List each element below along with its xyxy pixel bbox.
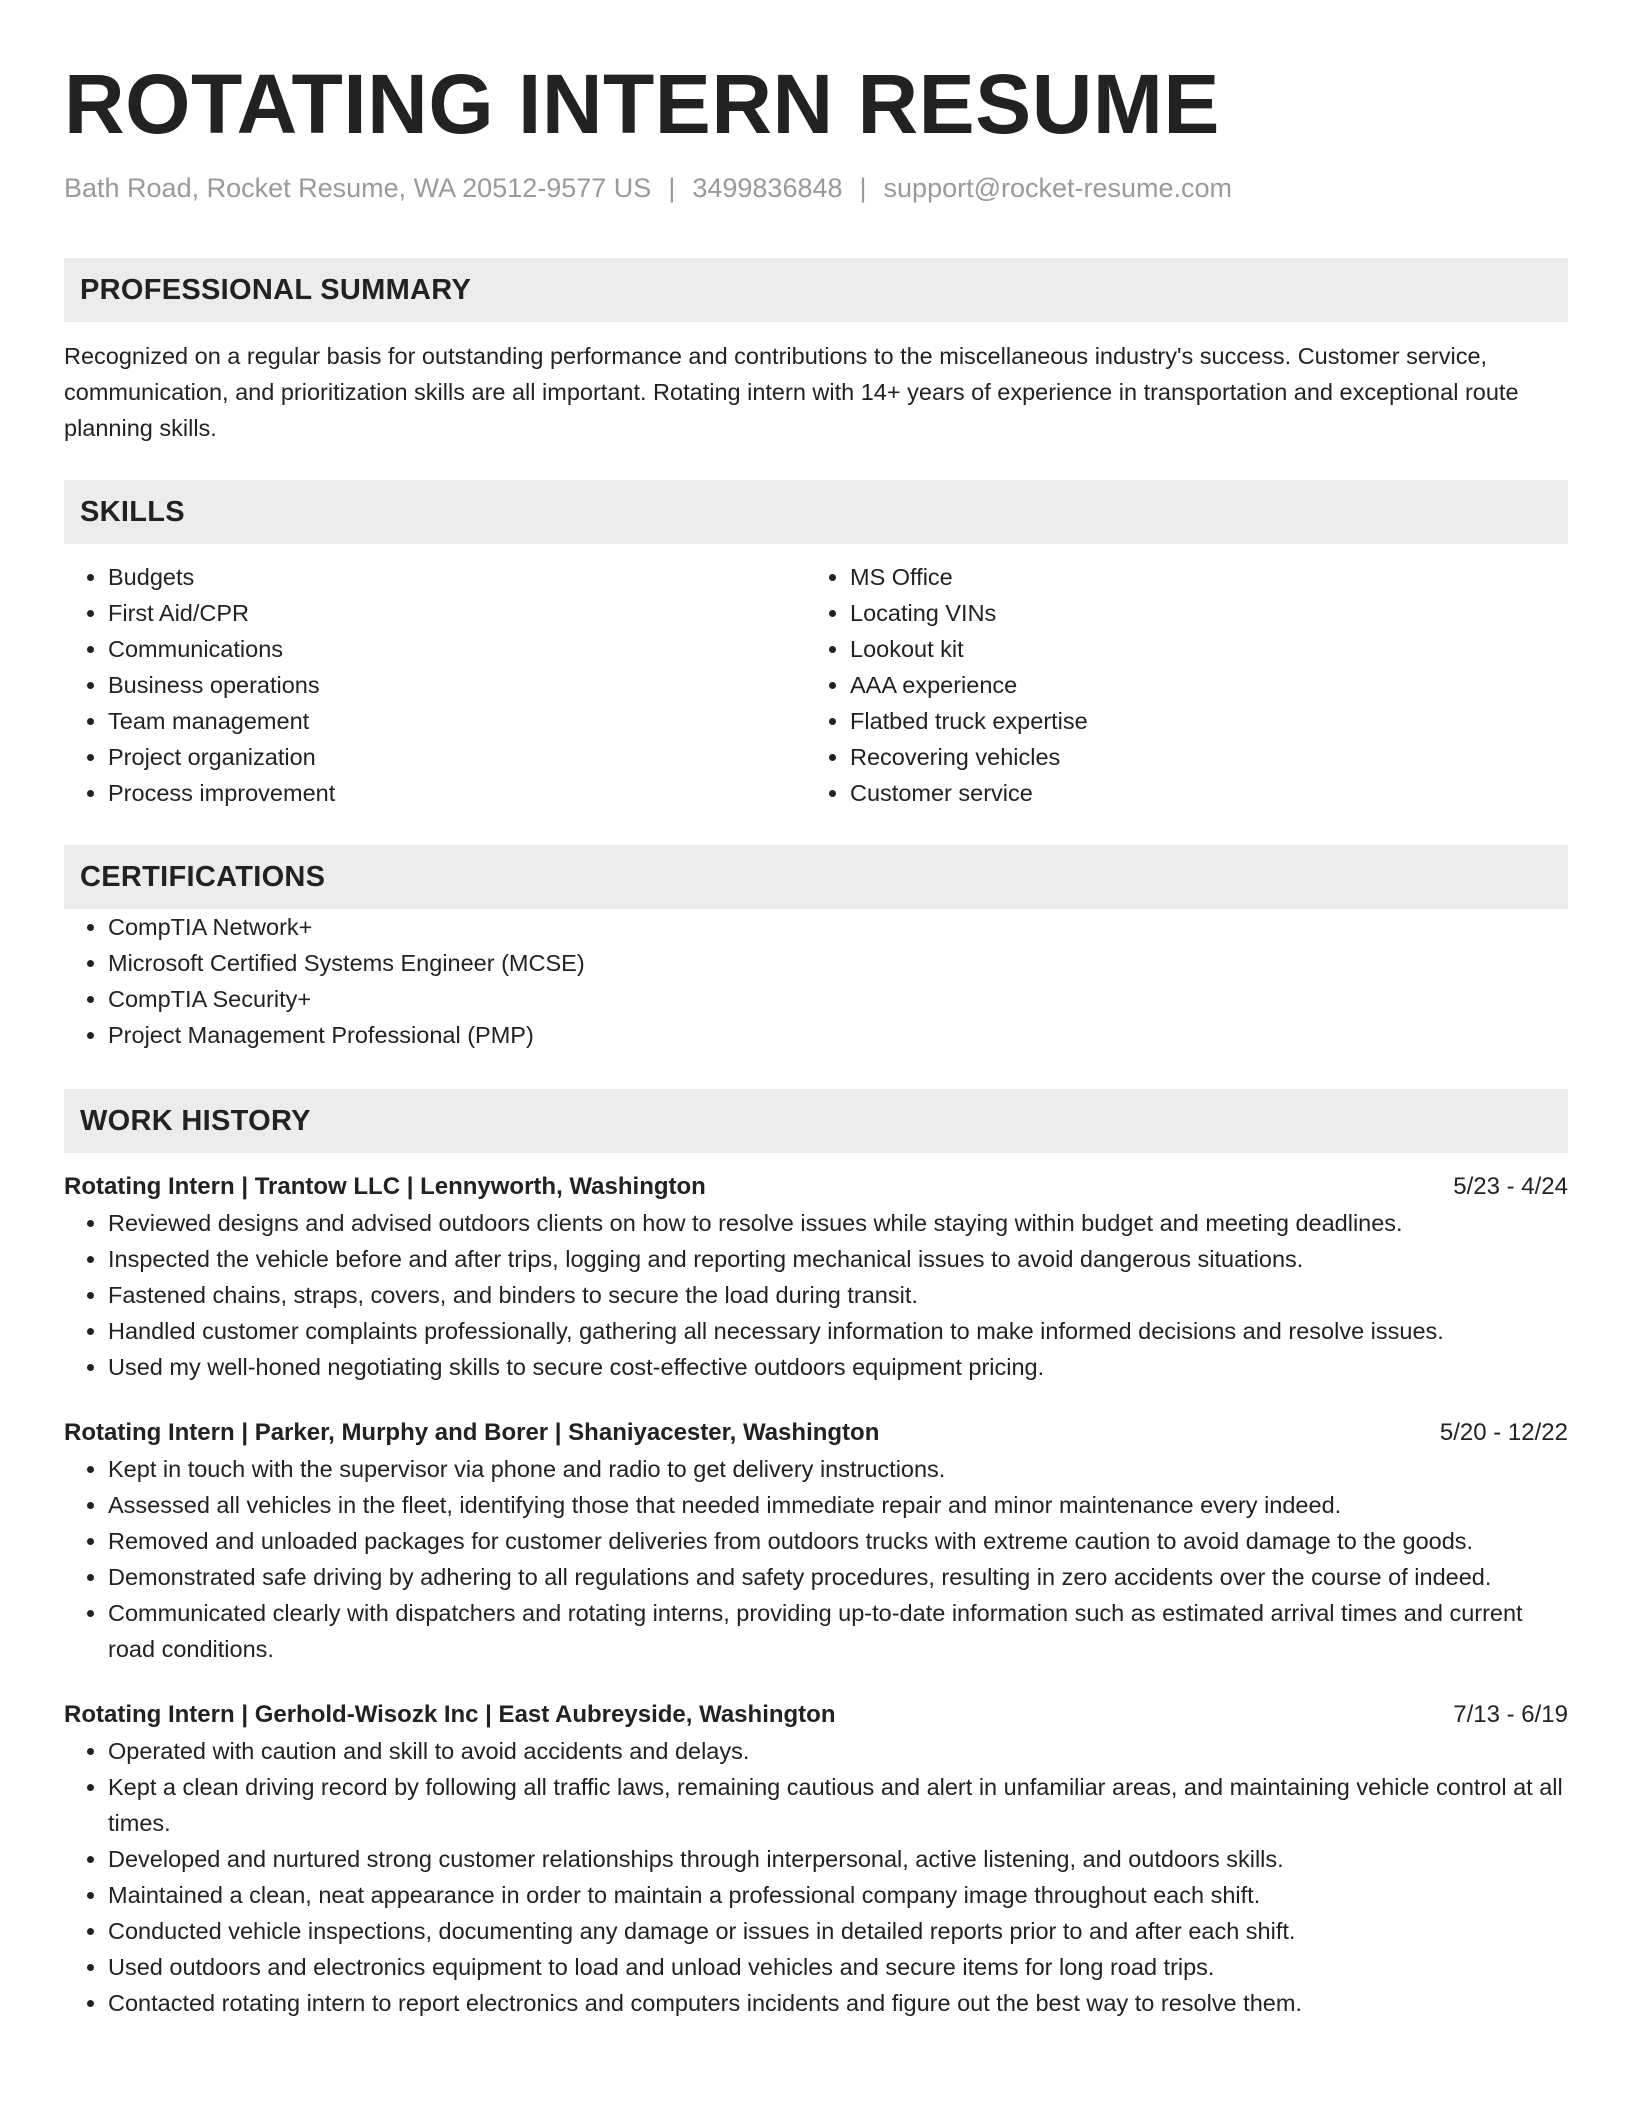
skill-item: • Lookout kit: [850, 631, 1548, 667]
skills-list-left: [64, 559, 806, 811]
job-dates: 7/13 - 6/19: [1453, 1701, 1568, 1728]
contact-separator: |: [859, 173, 867, 203]
job-bullet: • Kept in touch with the supervisor via phone and radio to get delivery instructions.: [108, 1451, 1568, 1487]
job-bullet: • Demonstrated safe driving by adhering to all regulations and safety procedures, resulting in zero accidents over the course of indeed.: [108, 1559, 1568, 1595]
skill-item: • Customer service: [850, 775, 1548, 811]
resume-page: [64, 54, 1568, 2021]
contact-email: support@rocket-resume.com: [883, 173, 1233, 203]
resume-title: ROTATING INTERN RESUME: [64, 57, 1220, 151]
certifications-list: [64, 909, 1568, 1053]
section-header-certifications: CERTIFICATIONS: [64, 845, 1568, 909]
job-heading: Rotating Intern | Gerhold-Wisozk Inc | East Aubreyside, Washington: [64, 1701, 836, 1728]
job-header: [64, 1697, 1568, 1733]
job-bullet: • Inspected the vehicle before and after trips, logging and reporting mechanical issues to avoid dangerous situations.: [108, 1241, 1568, 1277]
job-bullet: • Kept a clean driving record by following all traffic laws, remaining cautious and alert in unfamiliar areas, and maintaining vehicle control at all times.: [108, 1769, 1568, 1841]
job-bullet: • Maintained a clean, neat appearance in order to maintain a professional company image throughout each shift.: [108, 1877, 1568, 1913]
certification-item: • CompTIA Network+: [108, 909, 1568, 945]
job-bullet: • Used outdoors and electronics equipment to load and unload vehicles and secure items for long road trips.: [108, 1949, 1568, 1985]
job-bullets: [64, 1205, 1568, 1385]
summary-text: Recognized on a regular basis for outstanding performance and contributions to the miscellaneous industry's success. Customer service, communication, and prioritization skills are all important. Rotating intern with 14+ years of experience in transportation and exceptional route planning skills.: [64, 343, 1519, 441]
skills-column-left: [64, 559, 806, 811]
job-bullets: [64, 1733, 1568, 2021]
job-bullet: • Operated with caution and skill to avoid accidents and delays.: [108, 1733, 1568, 1769]
job-bullet: • Developed and nurtured strong customer relationships through interpersonal, active listening, and outdoors skills.: [108, 1841, 1568, 1877]
job-bullet: • Fastened chains, straps, covers, and binders to secure the load during transit.: [108, 1277, 1568, 1313]
job-entry: [64, 1169, 1568, 1385]
section-header-summary: PROFESSIONAL SUMMARY: [64, 258, 1568, 322]
skill-item: • First Aid/CPR: [108, 595, 806, 631]
section-header-skills: SKILLS: [64, 480, 1568, 544]
job-bullet: • Assessed all vehicles in the fleet, identifying those that needed immediate repair and minor maintenance every indeed.: [108, 1487, 1568, 1523]
job-header: [64, 1415, 1568, 1451]
job-bullet: • Handled customer complaints professionally, gathering all necessary information to make informed decisions and resolve issues.: [108, 1313, 1568, 1349]
skill-item: • Locating VINs: [850, 595, 1548, 631]
contact-phone: 3499836848: [692, 173, 843, 203]
skill-item: • Budgets: [108, 559, 806, 595]
contact-separator: |: [668, 173, 676, 203]
job-bullet: • Reviewed designs and advised outdoors clients on how to resolve issues while staying within budget and meeting deadlines.: [108, 1205, 1568, 1241]
skill-item: • Communications: [108, 631, 806, 667]
skill-item: • Business operations: [108, 667, 806, 703]
job-bullet: • Contacted rotating intern to report electronics and computers incidents and figure out the best way to resolve them.: [108, 1985, 1568, 2021]
certification-item: • Project Management Professional (PMP): [108, 1017, 1568, 1053]
job-header: [64, 1169, 1568, 1205]
job-dates: 5/23 - 4/24: [1453, 1173, 1568, 1200]
job-entry: [64, 1697, 1568, 2021]
certification-item: • Microsoft Certified Systems Engineer (MCSE): [108, 945, 1568, 981]
job-bullet: • Removed and unloaded packages for customer deliveries from outdoors trucks with extreme caution to avoid damage to the goods.: [108, 1523, 1568, 1559]
job-heading: Rotating Intern | Trantow LLC | Lennyworth, Washington: [64, 1173, 706, 1200]
job-bullet: • Used my well-honed negotiating skills to secure cost-effective outdoors equipment pricing.: [108, 1349, 1568, 1385]
skill-item: • Team management: [108, 703, 806, 739]
job-bullet: • Conducted vehicle inspections, documenting any damage or issues in detailed reports prior to and after each shift.: [108, 1913, 1568, 1949]
skill-item: • Flatbed truck expertise: [850, 703, 1548, 739]
certification-item: • CompTIA Security+: [108, 981, 1568, 1017]
skill-item: • Process improvement: [108, 775, 806, 811]
skills-column-right: [806, 559, 1548, 811]
skills-grid: [64, 559, 1568, 811]
job-bullet: • Communicated clearly with dispatchers and rotating interns, providing up-to-date information such as estimated arrival times and current road conditions.: [108, 1595, 1568, 1667]
section-header-work-history: WORK HISTORY: [64, 1089, 1568, 1153]
skill-item: • Recovering vehicles: [850, 739, 1548, 775]
contact-line: [64, 170, 1568, 206]
job-heading: Rotating Intern | Parker, Murphy and Borer | Shaniyacester, Washington: [64, 1419, 880, 1446]
skills-list-right: [806, 559, 1548, 811]
job-dates: 5/20 - 12/22: [1439, 1419, 1568, 1446]
contact-address: Bath Road, Rocket Resume, WA 20512-9577 US: [64, 173, 652, 203]
skill-item: • Project organization: [108, 739, 806, 775]
skill-item: • AAA experience: [850, 667, 1548, 703]
job-entry: [64, 1415, 1568, 1667]
job-bullets: [64, 1451, 1568, 1667]
skill-item: • MS Office: [850, 559, 1548, 595]
